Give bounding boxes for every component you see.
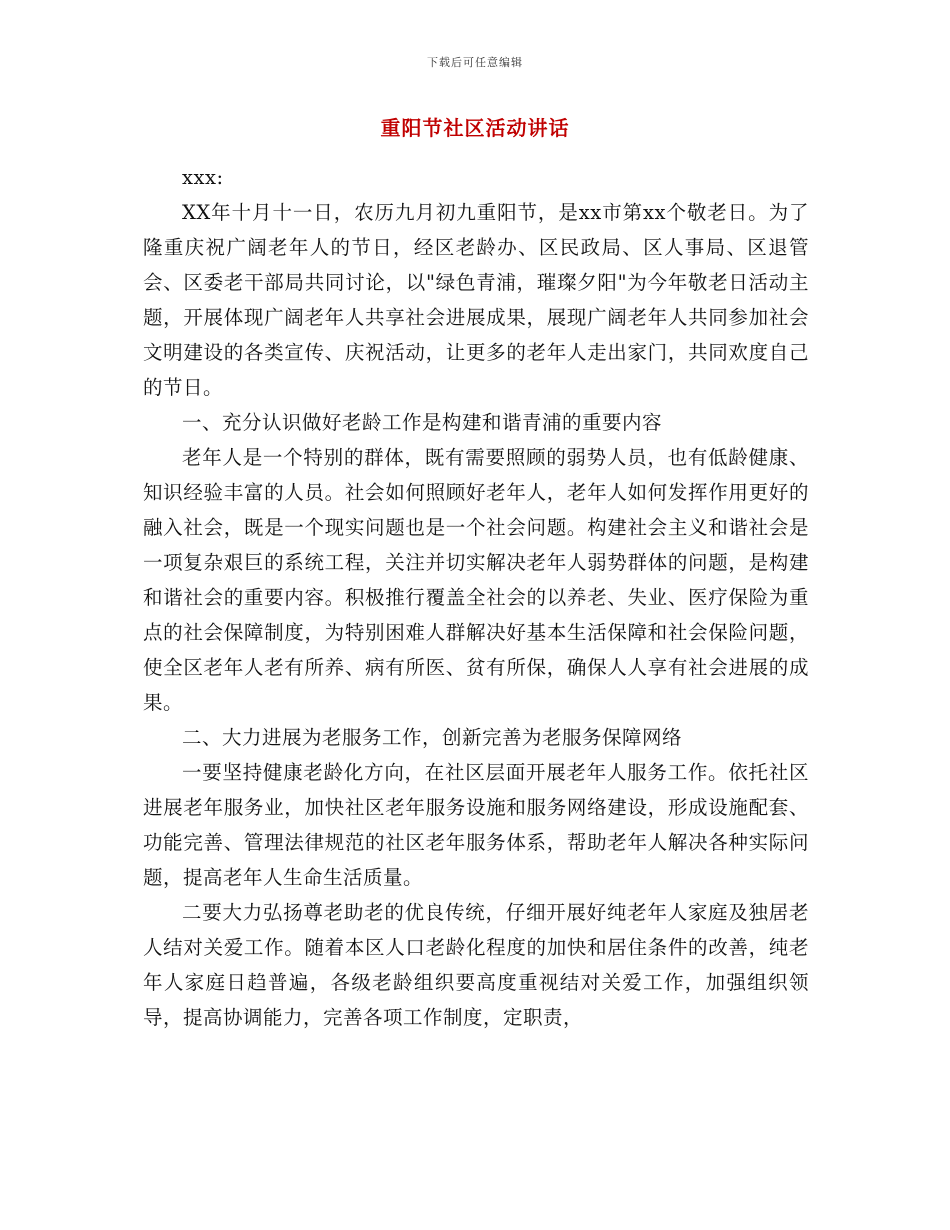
paragraph-point-2: 二要大力弘扬尊老助老的优良传统，仔细开展好纯老年人家庭及独居老人结对关爱工作。随着本区人口老龄化程度的加快和居住条件的改善，纯老年人家庭日趋普遍，各级老龄组织要高度重视结对关爱工作，加强组织领导，提高协调能力，完善各项工作制度，定职责， [143, 901, 809, 1029]
document-body [143, 160, 809, 1035]
section-heading-1: 一、充分认识做好老龄工作是构建和谐青浦的重要内容 [182, 411, 663, 434]
paragraph-point-1: 一要坚持健康老龄化方向，在社区层面开展老年人服务工作。依托社区进展老年服务业，加快社区老年服务设施和服务网络建设，形成设施配套、功能完善、管理法律规范的社区老年服务体系，帮助老年人解决各种实际问题，提高老年人生命生活质量。 [143, 761, 809, 889]
section-heading-2: 二、大力进展为老服务工作，创新完善为老服务保障网络 [182, 726, 683, 749]
paragraph-intro: XX年十月十一日，农历九月初九重阳节，是xx市第xx个敬老日。为了隆重庆祝广阔老年人的节日，经区老龄办、区民政局、区人事局、区退管会、区委老干部局共同讨论，以"绿色青浦，璀璨夕阳"为今年敬老日活动主题，开展体现广阔老年人共享社会进展成果，展现广阔老年人共同参加社会文明建设的各类宣传、庆祝活动，让更多的老年人走出家门，共同欢度自己的节日。 [143, 201, 809, 399]
page-title: 重阳节社区活动讲话 [380, 116, 570, 140]
header-note: 下载后可任意编辑 [427, 56, 523, 69]
salutation: xxx: [182, 166, 224, 189]
paragraph-section-1: 老年人是一个特别的群体，既有需要照顾的弱势人员，也有低龄健康、知识经验丰富的人员。社会如何照顾好老年人，老年人如何发挥作用更好的融入社会，既是一个现实问题也是一个社会问题。构建社会主义和谐社会是一项复杂艰巨的系统工程，关注并切实解决老年人弱势群体的问题，是构建和谐社会的重要内容。积极推行覆盖全社会的以养老、失业、医疗保险为重点的社会保障制度，为特别困难人群解决好基本生活保障和社会保险问题，使全区老年人老有所养、病有所医、贫有所保，确保人人享有社会进展的成果。 [143, 446, 809, 714]
